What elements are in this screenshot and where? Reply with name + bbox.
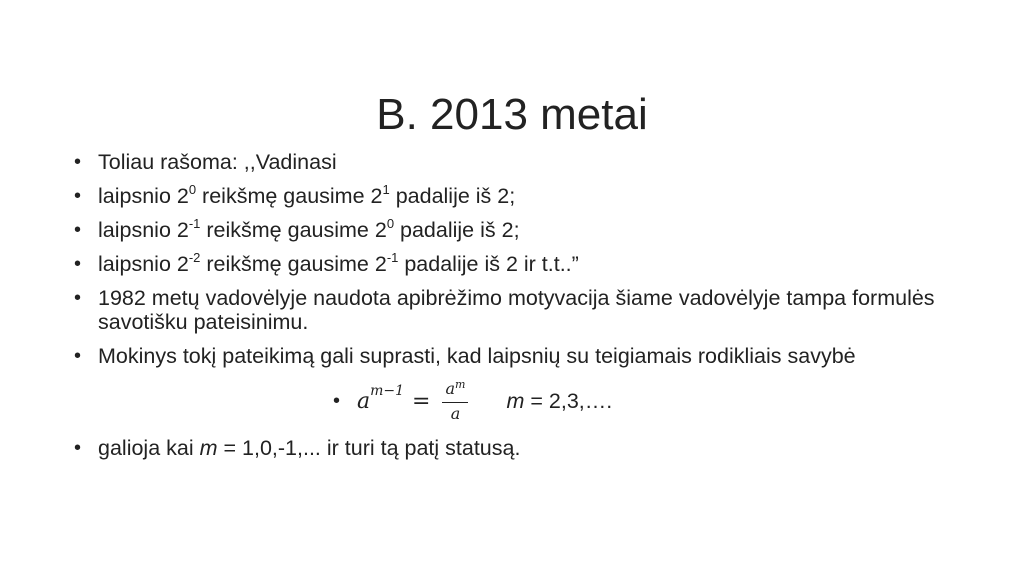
bullet-text: reikšmę gausime 2 [200,218,387,242]
formula-item [74,378,954,424]
bullet-text: galioja kai [98,436,200,460]
bullet-text: padalije iš 2; [389,184,516,208]
formula-fraction [442,377,468,423]
superscript: -1 [188,216,201,231]
superscript: -2 [188,250,201,265]
bullet-list [74,150,954,470]
bullet-item-3 [74,218,954,242]
bullet-text: laipsnio 2 [98,218,189,242]
bullet-text: = 1,0,-1,... ir turi tą patį statusą. [217,436,521,460]
bullet-glyph: • [333,390,341,412]
variable-m: m [199,436,218,460]
bullet-text: reikšmę gausime 2 [200,252,387,276]
bullet-item-6 [74,344,954,368]
bullet-item-4 [74,252,954,276]
bullet-text: Mokinys tokį pateikimą gali suprasti, kad laipsnių su teigiamais rodikliais savybė [98,344,856,368]
formula [333,377,613,424]
formula-base: a [357,388,371,414]
numerator-base: a [445,378,456,398]
bullet-text: laipsnio 2 [98,252,189,276]
superscript: -1 [386,250,399,265]
fraction-bar [442,402,468,403]
numerator-exponent: m [455,377,466,391]
bullet-text: padalije iš 2 ir t.t..” [398,252,579,276]
bullet-item-2 [74,184,954,208]
bullet-item-1 [74,150,954,174]
bullet-text: Toliau rašoma: ,,Vadinasi [98,150,337,174]
formula-exponent: m−1 [370,383,405,399]
bullet-text: laipsnio 2 [98,184,189,208]
bullet-item-7 [74,436,954,460]
bullet-item-5 [74,286,954,334]
condition-variable: m [506,388,525,413]
fraction-numerator [445,377,466,400]
superscript: 0 [188,182,197,197]
fraction-denominator: a [450,403,461,423]
bullet-text: 1982 metų vadovėlyje naudota apibrėžimo motyvacija šiame vadovėlyje tampa formulės savotišku pateisinimu. [98,286,935,334]
formula-condition [506,389,612,414]
bullet-text: padalije iš 2; [394,218,520,242]
slide-title: B. 2013 metai [376,90,648,140]
superscript: 1 [382,182,390,197]
superscript: 0 [386,216,395,231]
condition-text: = 2,3,…. [524,388,613,413]
formula-equals: = [412,388,431,414]
bullet-text: reikšmę gausime 2 [196,184,383,208]
